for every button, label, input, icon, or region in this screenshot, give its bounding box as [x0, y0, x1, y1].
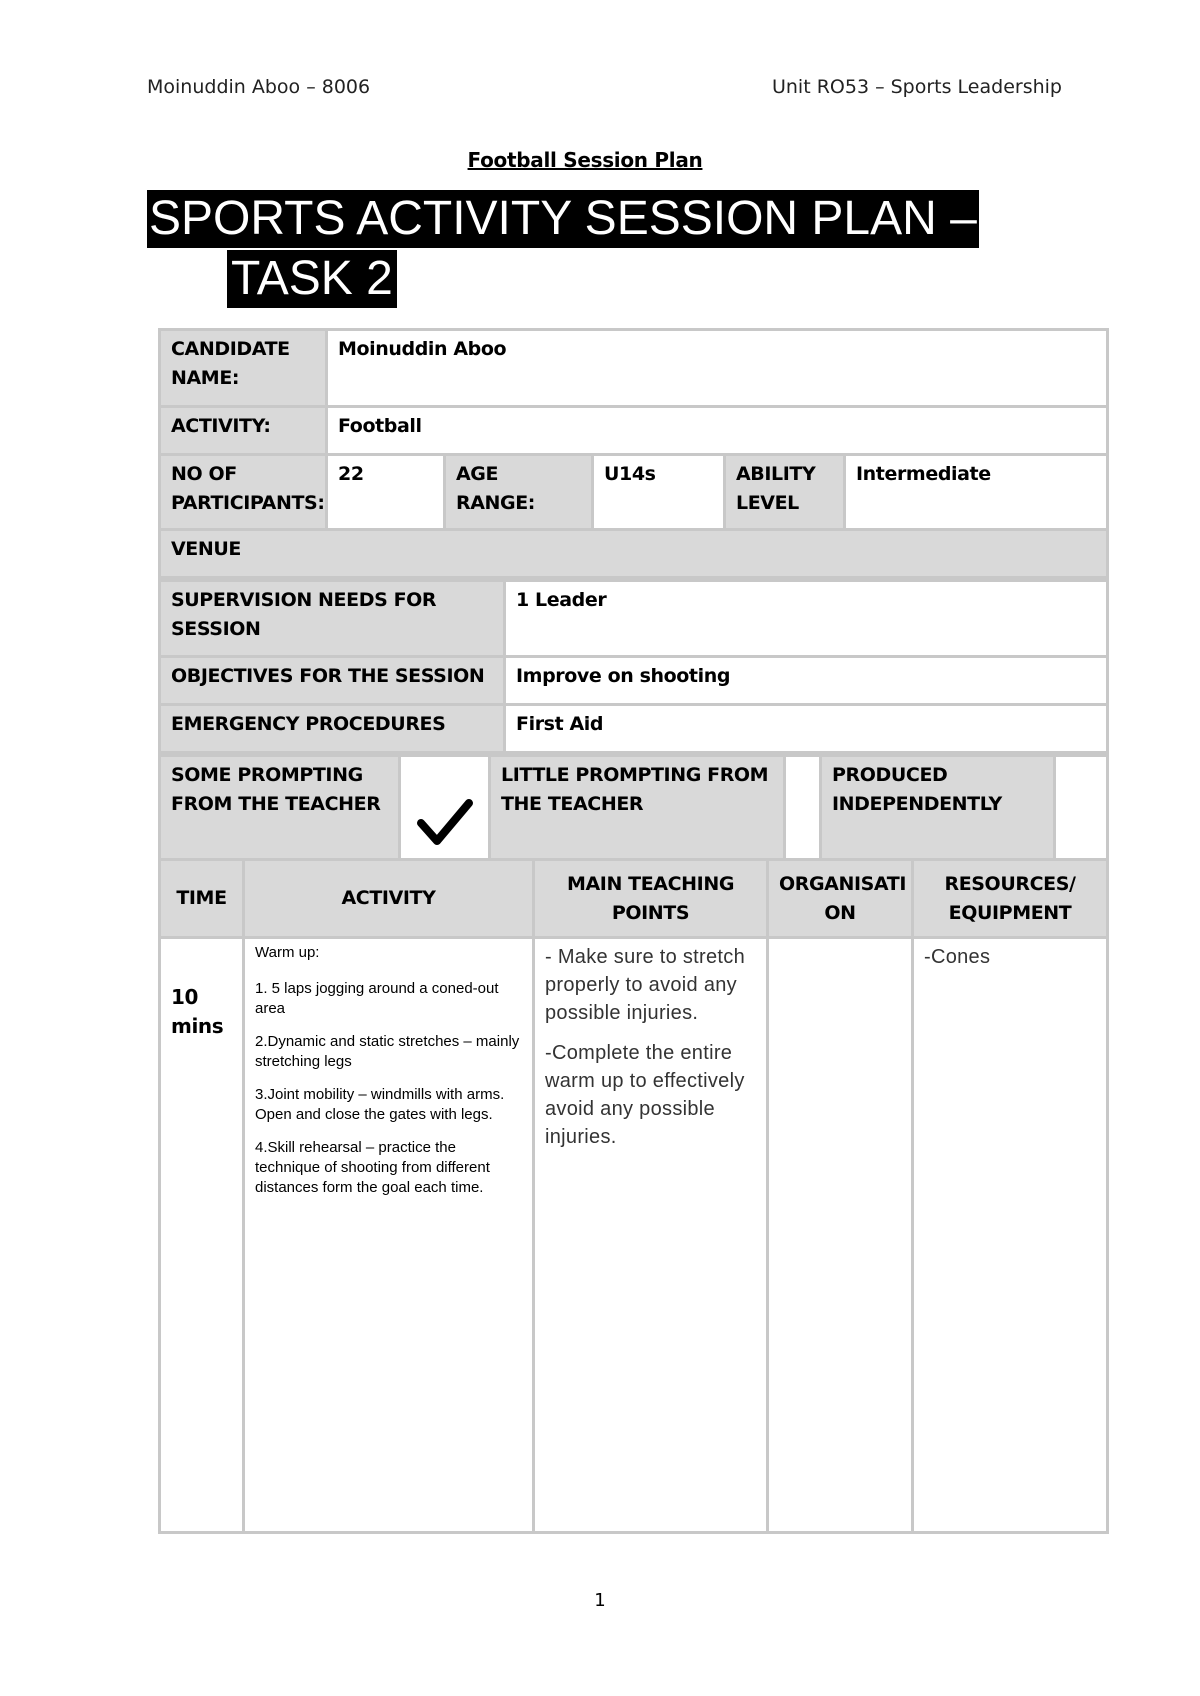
supervision-label: SUPERVISION NEEDS FOR SESSION — [160, 581, 505, 657]
age-range-label: AGE RANGE: — [445, 455, 593, 530]
objectives-label: OBJECTIVES FOR THE SESSION — [160, 657, 505, 705]
little-prompting-checkbox[interactable] — [785, 756, 821, 866]
little-prompting-label: LITTLE PROMPTING FROM THE TEACHER — [490, 756, 785, 866]
session-plan-table — [158, 858, 1106, 1534]
organisation-header: ORGANISATI ON — [768, 860, 913, 938]
teaching-points-cell — [534, 938, 768, 1533]
resources-cell — [913, 938, 1108, 1533]
participants-value: 22 — [327, 455, 445, 530]
emergency-label: EMERGENCY PROCEDURES — [160, 705, 505, 753]
teaching-point: - Make sure to stretch properly to avoid any possible injuries. — [545, 946, 745, 1024]
organisation-cell — [768, 938, 913, 1533]
independent-label: PRODUCED INDEPENDENTLY — [821, 756, 1055, 866]
candidate-value: Moinuddin Aboo — [327, 330, 1108, 407]
time-header: TIME — [160, 860, 244, 938]
activity-intro: Warm up: — [255, 944, 320, 961]
time-value: 10 mins — [160, 938, 244, 1533]
some-prompting-label: SOME PROMPTING FROM THE TEACHER — [160, 756, 400, 866]
header-author: Moinuddin Aboo – 8006 — [147, 76, 371, 98]
ability-label: ABILITY LEVEL — [725, 455, 845, 530]
page-title — [147, 190, 1007, 308]
teaching-point: -Complete the entire warm up to effectively avoid any possible injuries. — [545, 1042, 745, 1148]
independent-checkbox[interactable] — [1055, 756, 1108, 866]
emergency-value: First Aid — [505, 705, 1108, 753]
page-number: 1 — [594, 1590, 606, 1611]
resources-value: -Cones — [924, 946, 991, 968]
checkmark-icon — [417, 797, 473, 847]
document-subtitle: Football Session Plan — [467, 148, 703, 172]
objectives-value: Improve on shooting — [505, 657, 1108, 705]
table-row — [160, 938, 1108, 1533]
activity-cell — [244, 938, 534, 1533]
supervision-value: 1 Leader — [505, 581, 1108, 657]
age-range-value: U14s — [593, 455, 725, 530]
activity-header: ACTIVITY — [244, 860, 534, 938]
activity-value: Football — [327, 407, 1108, 455]
some-prompting-checkbox[interactable] — [400, 756, 490, 866]
activity-item: 3.Joint mobility – windmills with arms. Open and close the gates with legs. — [255, 1086, 505, 1123]
teaching-points-header: MAIN TEACHING POINTS — [534, 860, 768, 938]
header-unit: Unit RO53 – Sports Leadership — [771, 76, 1062, 98]
activity-item: 1. 5 laps jogging around a coned-out area — [255, 980, 499, 1017]
title-line-2: TASK 2 — [227, 250, 397, 308]
resources-header: RESOURCES/ EQUIPMENT — [913, 860, 1108, 938]
activity-item: 4.Skill rehearsal – practice the technique of shooting from different distances form the goal each time. — [255, 1139, 490, 1196]
title-line-1: SPORTS ACTIVITY SESSION PLAN – — [147, 190, 979, 248]
activity-item: 2.Dynamic and static stretches – mainly stretching legs — [255, 1033, 520, 1070]
venue-label: VENUE — [160, 530, 1108, 578]
session-info-table — [158, 328, 1106, 867]
candidate-label: CANDIDATE NAME: — [160, 330, 327, 407]
activity-label: ACTIVITY: — [160, 407, 327, 455]
participants-label: NO OF PARTICIPANTS: — [160, 455, 327, 530]
ability-value: Intermediate — [845, 455, 1108, 530]
